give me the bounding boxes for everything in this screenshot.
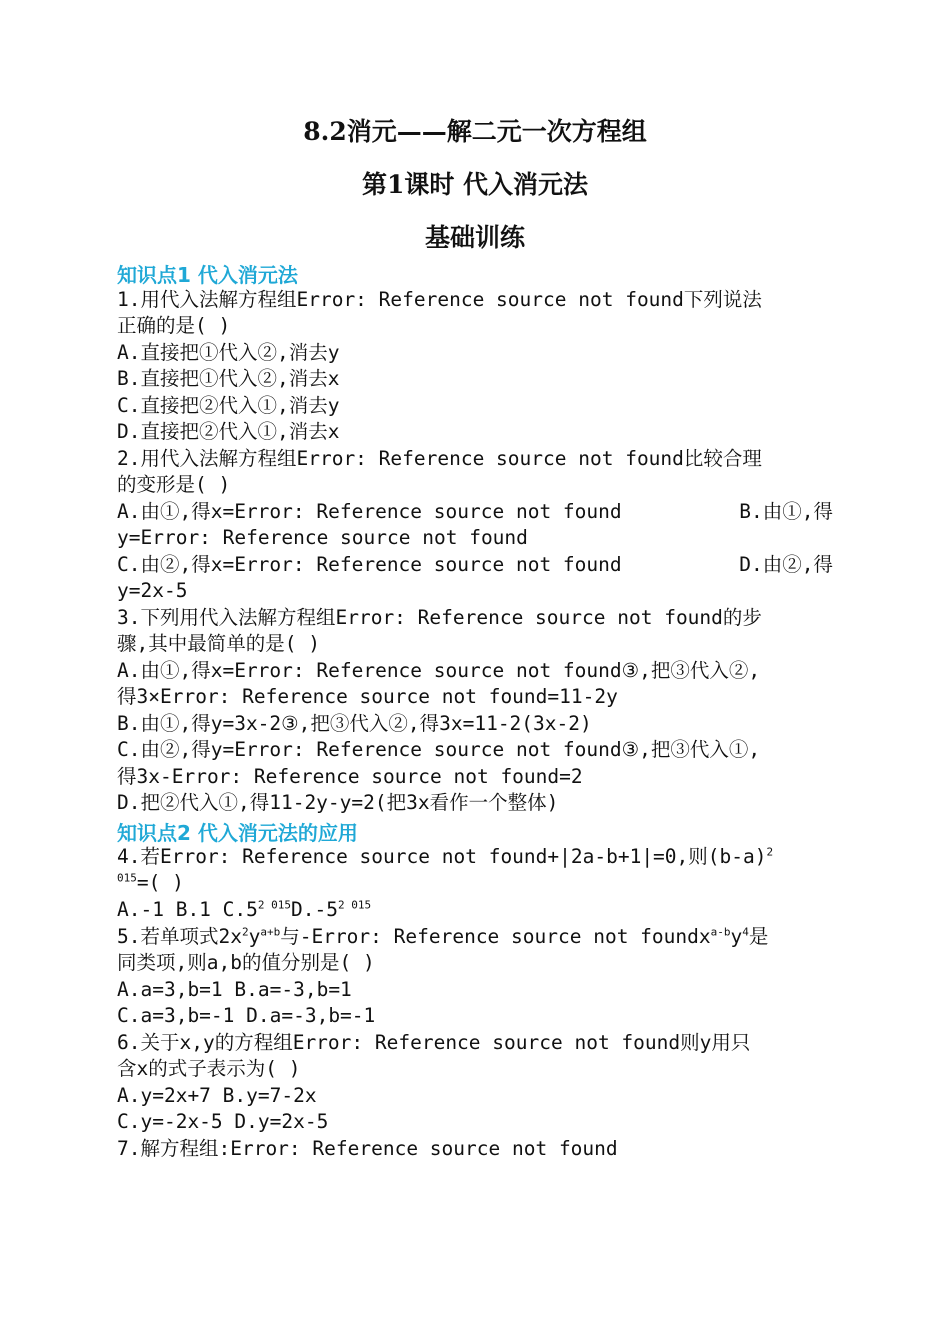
q1-stem-line2: 正确的是( )	[117, 314, 231, 337]
q5-text-y: y	[248, 925, 261, 948]
section-heading: 基础训练	[424, 223, 525, 252]
q4-exponent-cont: 015	[117, 871, 137, 885]
q2-options-row1	[117, 499, 833, 525]
q3-option-d: D.把②代入①,得11-2y-y=2(把3x看作一个整体)	[117, 791, 559, 814]
q4-option-c-exponent: 2 015	[257, 898, 292, 912]
q1-option-d: D.直接把②代入①,消去x	[117, 420, 340, 443]
q6-options-cd: C.y=-2x-5 D.y=2x-5	[117, 1110, 329, 1133]
q6-stem-line1: 6.关于x,y的方程组Error: Reference source not found则y用只	[117, 1031, 751, 1054]
q4-options	[117, 897, 833, 923]
q2-options-row2	[117, 552, 833, 578]
q5-text-mid: 与-Error: Reference source not foundx	[280, 925, 711, 948]
q4-stem-line1	[117, 844, 833, 870]
q5-stem-line1	[117, 924, 833, 950]
q1-stem-line1: 1.用代入法解方程组Error: Reference source not found下列说法	[117, 288, 762, 311]
q5-options-ab: A.a=3,b=1 B.a=-3,b=1	[117, 978, 352, 1001]
q3-option-a-line2: 得3×Error: Reference source not found=11-2y	[117, 685, 618, 708]
q4-answer-blank: =( )	[136, 871, 184, 894]
knowledge-point-1: 知识点1 代入消元法	[117, 263, 298, 287]
lesson-subtitle: 第1课时 代入消元法	[361, 170, 589, 199]
q4-option-d-exponent: 2 015	[337, 898, 372, 912]
q3-stem-line2: 骤,其中最简单的是( )	[117, 632, 320, 655]
main-title: 8.2消元——解二元一次方程组	[303, 117, 647, 146]
q5-text-tail: 是	[748, 925, 769, 948]
knowledge-point-2: 知识点2 代入消元法的应用	[117, 821, 358, 845]
q4-stem-text: 4.若Error: Reference source not found+|2a-b+1|=0,则(b-a)	[117, 845, 767, 868]
q2-option-b-start: B.由①,得	[739, 500, 833, 523]
q1-option-c: C.直接把②代入①,消去y	[117, 394, 340, 417]
q4-option-d: D.-5	[291, 898, 338, 921]
q2-option-a: A.由①,得x=Error: Reference source not found	[117, 500, 622, 523]
q5-options-cd: C.a=3,b=-1 D.a=-3,b=-1	[117, 1004, 376, 1027]
q2-option-d-cont: y=2x-5	[117, 579, 188, 602]
q4-stem-line2	[117, 870, 833, 896]
q3-option-b: B.由①,得y=3x-2③,把③代入②,得3x=11-2(3x-2)	[117, 712, 592, 735]
q2-option-d-start: D.由②,得	[739, 553, 833, 576]
q3-option-c-line1: C.由②,得y=Error: Reference source not found③,把③代入①,	[117, 738, 761, 761]
q6-stem-line2: 含x的式子表示为( )	[117, 1057, 301, 1080]
q5-exp-3: a-b	[710, 925, 731, 939]
q2-option-c: C.由②,得x=Error: Reference source not found	[117, 553, 622, 576]
q4-exponent: 2	[766, 845, 774, 859]
q1-option-a: A.直接把①代入②,消去y	[117, 341, 340, 364]
q6-options-ab: A.y=2x+7 B.y=7-2x	[117, 1084, 317, 1107]
q5-exp-1: 2	[241, 925, 249, 939]
q3-option-a-line1: A.由①,得x=Error: Reference source not found③,把③代入②,	[117, 659, 761, 682]
q2-stem-line2: 的变形是( )	[117, 473, 231, 496]
q4-options-abc: A.-1 B.1 C.5	[117, 898, 258, 921]
q5-exp-4: 4	[742, 925, 749, 939]
q5-exp-2: a+b	[260, 925, 281, 939]
q1-option-b: B.直接把①代入②,消去x	[117, 367, 340, 390]
q2-option-b-cont: y=Error: Reference source not found	[117, 526, 528, 549]
q3-option-c-line2: 得3x-Error: Reference source not found=2	[117, 765, 583, 788]
q5-stem-line2: 同类项,则a,b的值分别是( )	[117, 951, 375, 974]
q5-text-y2: y	[730, 925, 743, 948]
q2-stem-line1: 2.用代入法解方程组Error: Reference source not found比较合理	[117, 447, 762, 470]
q5-text-head: 5.若单项式2x	[117, 925, 242, 948]
q7-stem: 7.解方程组:Error: Reference source not found	[117, 1137, 618, 1160]
q3-stem-line1: 3.下列用代入法解方程组Error: Reference source not found的步	[117, 606, 762, 629]
